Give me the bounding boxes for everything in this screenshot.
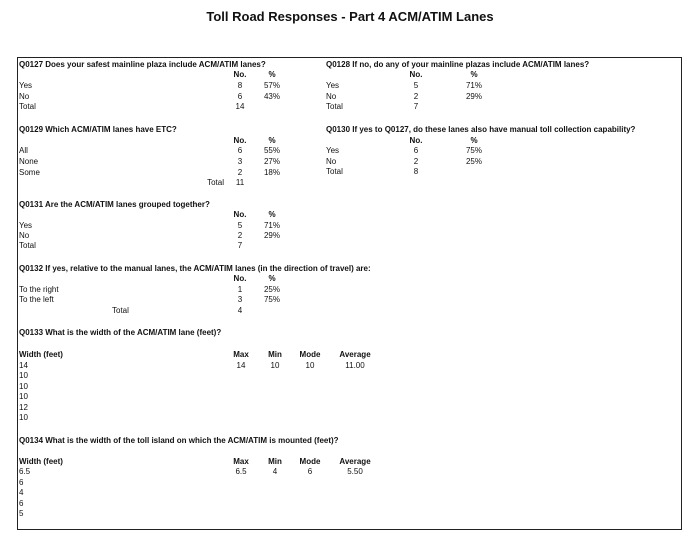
- q133-min: 10: [270, 361, 280, 370]
- q128-header-no: No.: [409, 70, 423, 79]
- q130-header-no: No.: [409, 136, 423, 145]
- q133-question: Q0133 What is the width of the ACM/ATIM lane (feet)?: [19, 328, 222, 337]
- q132-row-label: To the left: [19, 295, 54, 304]
- q128-row-pct: 71%: [465, 81, 482, 90]
- q133-mode: 10: [305, 361, 315, 370]
- q132-header-no: No.: [233, 274, 247, 283]
- q132-row-no: 3: [237, 295, 243, 304]
- q129-row-no: 6: [237, 146, 243, 155]
- q131-row-no: 2: [237, 231, 243, 240]
- q132-header-pct: %: [268, 274, 276, 283]
- q134-header-max: Max: [233, 457, 249, 466]
- q127-row-no: 6: [237, 92, 243, 101]
- q127-question: Q0127 Does your safest mainline plaza include ACM/ATIM lanes?: [19, 60, 266, 69]
- q133-max: 14: [236, 361, 246, 370]
- q134-header-mode: Mode: [299, 457, 321, 466]
- q134-average: 5.50: [347, 467, 363, 476]
- q128-total: 7: [413, 102, 419, 111]
- q134-value: 6: [19, 499, 24, 508]
- q132-question: Q0132 If yes, relative to the manual lanes, the ACM/ATIM lanes (in the direction of travel) are:: [19, 264, 371, 273]
- q128-row-label: No: [326, 92, 337, 101]
- q127-row-label: Yes: [19, 81, 33, 90]
- q131-question: Q0131 Are the ACM/ATIM lanes grouped together?: [19, 200, 210, 209]
- q133-value: 12: [19, 403, 28, 412]
- q134-mode: 6: [307, 467, 313, 476]
- q128-row-label: Yes: [326, 81, 340, 90]
- q128-total-label: Total: [326, 102, 343, 111]
- q131-total-label: Total: [19, 241, 36, 250]
- q127-row-pct: 43%: [263, 92, 280, 101]
- q134-value: 5: [19, 509, 24, 518]
- q132-row-pct: 75%: [263, 295, 280, 304]
- q133-value: 10: [19, 413, 28, 422]
- q130-header-pct: %: [470, 136, 478, 145]
- q131-header-pct: %: [268, 210, 276, 219]
- q133-value: 10: [19, 371, 28, 380]
- q129-header-pct: %: [268, 136, 276, 145]
- q130-row-label: Yes: [326, 146, 340, 155]
- q129-question: Q0129 Which ACM/ATIM lanes have ETC?: [19, 125, 177, 134]
- q129-row-no: 2: [237, 168, 243, 177]
- q129-total: 11: [235, 178, 245, 187]
- q132-total-label: Total: [112, 306, 129, 315]
- q133-value: 14: [19, 361, 28, 370]
- q133-value: 10: [19, 382, 28, 391]
- q129-row-pct: 18%: [263, 168, 280, 177]
- q127-total-label: Total: [19, 102, 36, 111]
- q127-total: 14: [235, 102, 245, 111]
- q134-question: Q0134 What is the width of the toll island on which the ACM/ATIM is mounted (feet)?: [19, 436, 339, 445]
- q129-row-pct: 27%: [263, 157, 280, 166]
- q129-row-label: All: [19, 146, 28, 155]
- q133-header-mode: Mode: [299, 350, 321, 359]
- q129-row-no: 3: [237, 157, 243, 166]
- q131-row-label: Yes: [19, 221, 33, 230]
- q128-row-pct: 29%: [465, 92, 482, 101]
- q134-max: 6.5: [235, 467, 247, 476]
- q128-question: Q0128 If no, do any of your mainline plazas include ACM/ATIM lanes?: [326, 60, 590, 69]
- q127-header-no: No.: [233, 70, 247, 79]
- q131-row-no: 5: [237, 221, 243, 230]
- q130-row-no: 6: [413, 146, 419, 155]
- q134-header-min: Min: [268, 457, 282, 466]
- q130-row-pct: 75%: [465, 146, 482, 155]
- q134-value: 6.5: [19, 467, 31, 476]
- q127-row-label: No: [19, 92, 30, 101]
- q134-min: 4: [272, 467, 278, 476]
- q133-header-min: Min: [268, 350, 282, 359]
- q134-column-label: Width (feet): [19, 457, 63, 466]
- q132-total: 4: [237, 306, 243, 315]
- q127-header-pct: %: [268, 70, 276, 79]
- q131-total: 7: [237, 241, 243, 250]
- q130-row-label: No: [326, 157, 337, 166]
- q134-header-average: Average: [339, 457, 371, 466]
- q133-value: 10: [19, 392, 28, 401]
- q130-total-label: Total: [326, 167, 343, 176]
- q131-header-no: No.: [233, 210, 247, 219]
- q130-row-pct: 25%: [465, 157, 482, 166]
- q127-row-no: 8: [237, 81, 243, 90]
- q132-row-label: To the right: [19, 285, 59, 294]
- q131-row-pct: 29%: [263, 231, 280, 240]
- page-title: Toll Road Responses - Part 4 ACM/ATIM Lanes: [206, 9, 494, 24]
- q129-row-label: Some: [19, 168, 40, 177]
- q129-row-label: None: [19, 157, 39, 166]
- q133-column-label: Width (feet): [19, 350, 63, 359]
- q130-row-no: 2: [413, 157, 419, 166]
- q129-header-no: No.: [233, 136, 247, 145]
- q128-header-pct: %: [470, 70, 478, 79]
- q127-row-pct: 57%: [263, 81, 280, 90]
- q133-header-max: Max: [233, 350, 249, 359]
- q134-value: 6: [19, 478, 24, 487]
- q130-question: Q0130 If yes to Q0127, do these lanes also have manual toll collection capability?: [326, 125, 636, 134]
- q131-row-label: No: [19, 231, 30, 240]
- q130-total: 8: [413, 167, 419, 176]
- q133-average: 11.00: [345, 361, 365, 370]
- q133-header-average: Average: [339, 350, 371, 359]
- q132-row-pct: 25%: [263, 285, 280, 294]
- q129-total-label: Total: [207, 178, 224, 187]
- q131-row-pct: 71%: [263, 221, 280, 230]
- q129-row-pct: 55%: [263, 146, 280, 155]
- q134-value: 4: [19, 488, 24, 497]
- q128-row-no: 2: [413, 92, 419, 101]
- q128-row-no: 5: [413, 81, 419, 90]
- q132-row-no: 1: [237, 285, 243, 294]
